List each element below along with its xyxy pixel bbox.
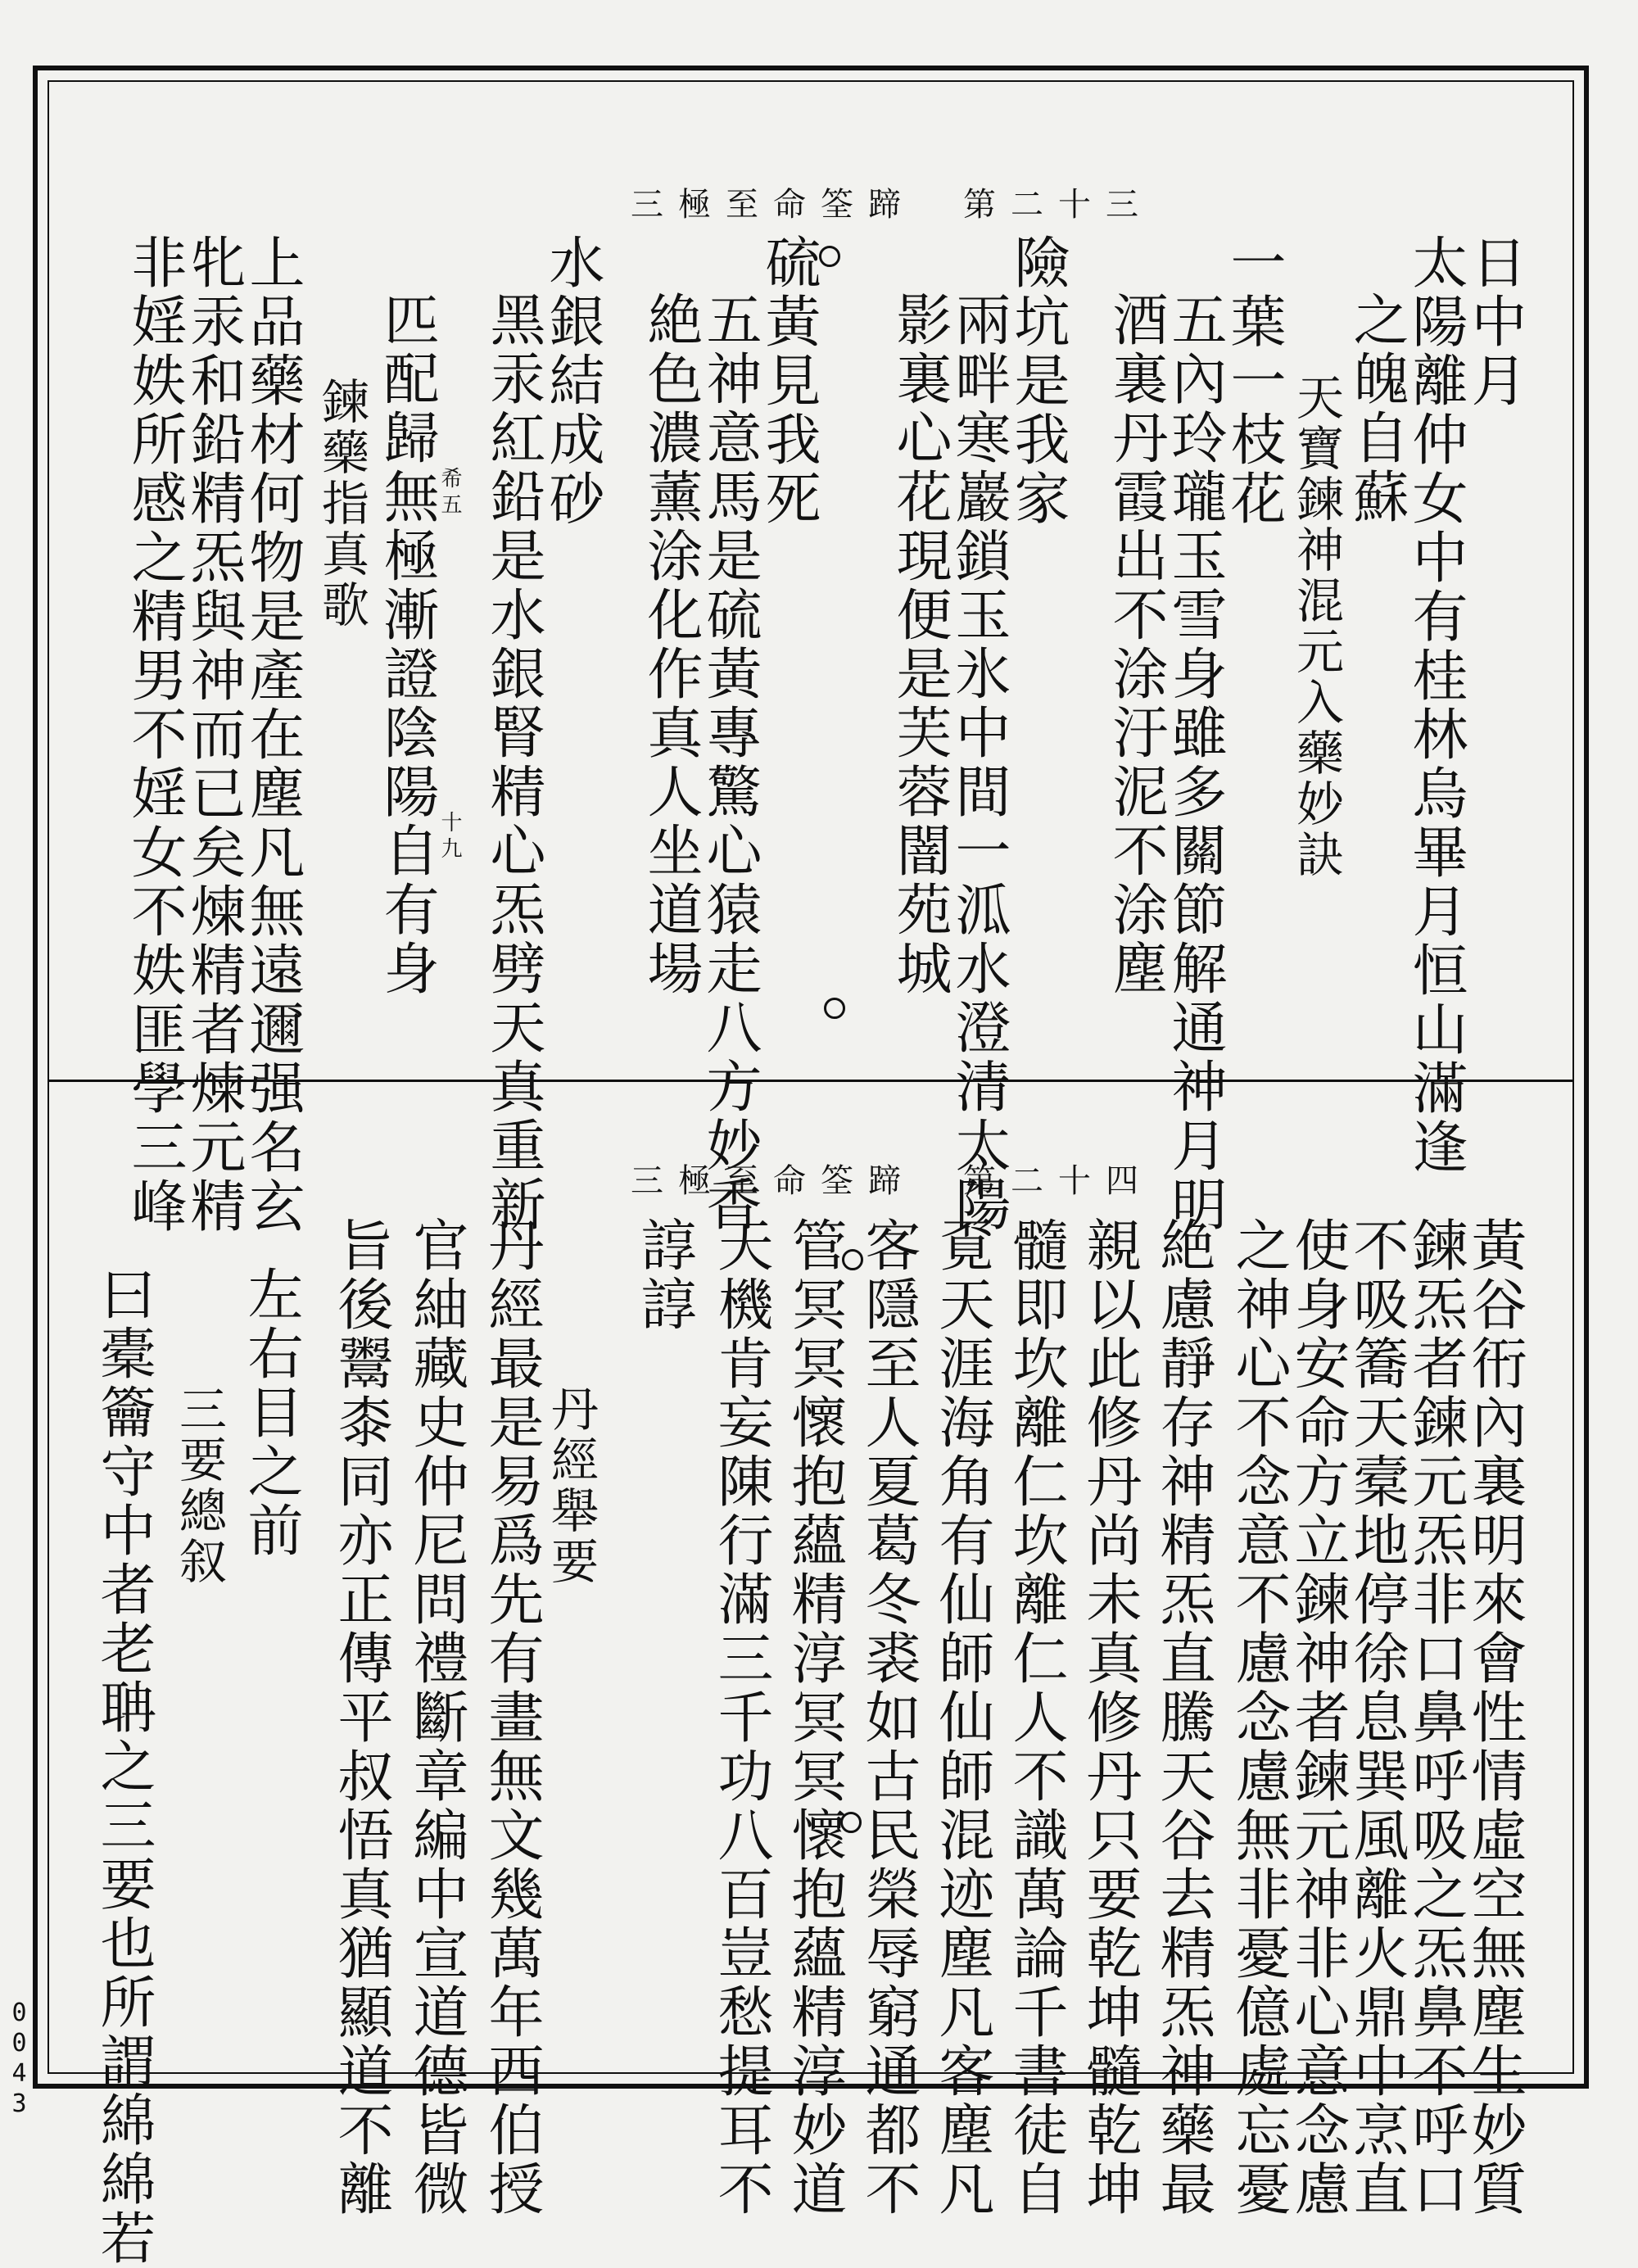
top-col-12: 五神意馬是硫黃專驚心猿走八方妙香 [697, 291, 762, 1234]
bottom-col-15: 丹經最是易爲先有畫無文幾萬年西伯授 [479, 1216, 544, 2219]
top-col-20: 非婬妷所感之精男不婬女不妷匪學三峰 [122, 233, 187, 1236]
bottom-col-1: 黃谷衎內裏明來會性情虛空無塵生妙質 [1462, 1216, 1527, 2219]
top-col-8: 險坑是我家 [1005, 233, 1070, 528]
bottom-col-14: 丹經舉要 [543, 1384, 599, 1587]
bottom-col-5: 之神心不念意不慮念慮無非憂億處忘憂 [1226, 1216, 1291, 2219]
bottom-col-11: 管冥冥懷抱蘊精淳冥冥懷抱蘊精淳妙道 [782, 1216, 847, 2219]
top-col-15: 黑汞紅鉛是水銀腎精心炁劈天真重新 [481, 291, 545, 1234]
top-col-2: 太陽離仲女中有桂林烏畢月恒山滿逢 [1403, 233, 1468, 1177]
top-col-5: 一葉一枝花 [1221, 233, 1286, 528]
top-col-7: 酒裏丹霞出不涂汙泥不涂塵 [1103, 291, 1168, 998]
bottom-col-12: 天機肯妄陳行滿三千功八百豈愁提耳不 [708, 1216, 773, 2219]
top-col-9: 兩畔寒巖鎖玉氷中間一泒水澄清太陽 [946, 291, 1011, 1234]
top-col-19: 牝汞和鉛精炁與神而已矣煉精者煉元精 [181, 233, 246, 1236]
annotation-2: 十九 [437, 811, 462, 863]
top-col-10: 影裏心花現便是芙蓉闇苑城 [887, 291, 952, 998]
top-col-16: 匹配歸無極漸證陰陽自有身 [374, 291, 439, 998]
bottom-col-20: 曰橐籥守中者老聃之三要也所謂綿綿若 [91, 1265, 156, 2268]
bottom-col-9: 覔天涯海角有仙師仙師混迹塵凡客塵凡 [930, 1216, 994, 2219]
bottom-col-13: 諄諄 [631, 1216, 696, 1334]
top-header: 三極至命筌蹄 第二十三 [631, 186, 1153, 224]
top-col-1: 日中月 [1462, 233, 1527, 410]
bottom-col-17: 旨後鬻桼同亦正傳平叔悟真猶顯道不離 [328, 1216, 393, 2219]
bottom-col-8: 髓即坎離仁坎離仁人不識萬論千書徒自 [1003, 1216, 1068, 2219]
bottom-col-16: 官紬藏史仲尼問禮斷章編中宣道德皆微 [404, 1216, 468, 2219]
top-col-18: 上品藥材何物是產在塵凡無遠邇强名玄 [240, 233, 305, 1236]
bottom-col-18: 左右目之前 [238, 1265, 303, 1560]
punctuation-circle [840, 1812, 862, 1833]
punctuation-circle [842, 1249, 863, 1270]
bottom-col-2: 鍊炁者鍊元炁非口鼻呼吸之炁鼻不呼口 [1403, 1216, 1468, 2219]
top-col-14: 水銀結成砂 [540, 233, 604, 528]
top-col-11: 硫黃見我死 [756, 233, 821, 528]
bottom-col-7: 親以此修丹尚未真修丹只要乾坤髓乾坤 [1077, 1216, 1142, 2219]
annotation-1: 希五 [437, 467, 462, 519]
page-number: 0043 [5, 1999, 34, 2120]
bottom-col-4: 使身安命方立鍊神者鍊元神非心意念慮 [1285, 1216, 1350, 2219]
bottom-col-10: 客隱至人夏葛冬裘如古民榮辱窮通都不 [856, 1216, 921, 2219]
punctuation-circle [819, 246, 840, 267]
top-col-17: 鍊藥指真歌 [314, 377, 369, 631]
bottom-header: 三極至命筌蹄 第二十四 [631, 1162, 1153, 1200]
top-col-3: 之魄自蘇 [1344, 291, 1409, 527]
top-col-6: 五內玲瓏玉雪身雖多關節解通神月明 [1162, 291, 1227, 1234]
punctuation-circle [824, 998, 845, 1019]
bottom-col-6: 絶慮靜存神精炁直騰天谷去精炁神藥最 [1151, 1216, 1215, 2219]
bottom-col-19: 三要總叙 [171, 1384, 227, 1587]
top-col-4: 天寶鍊神混元入藥妙訣 [1288, 373, 1344, 880]
bottom-col-3: 不吸簥天槖地停徐息巽風離火鼎中烹直 [1344, 1216, 1409, 2219]
top-col-13: 絶色濃薰涂化作真人坐道場 [638, 291, 703, 998]
